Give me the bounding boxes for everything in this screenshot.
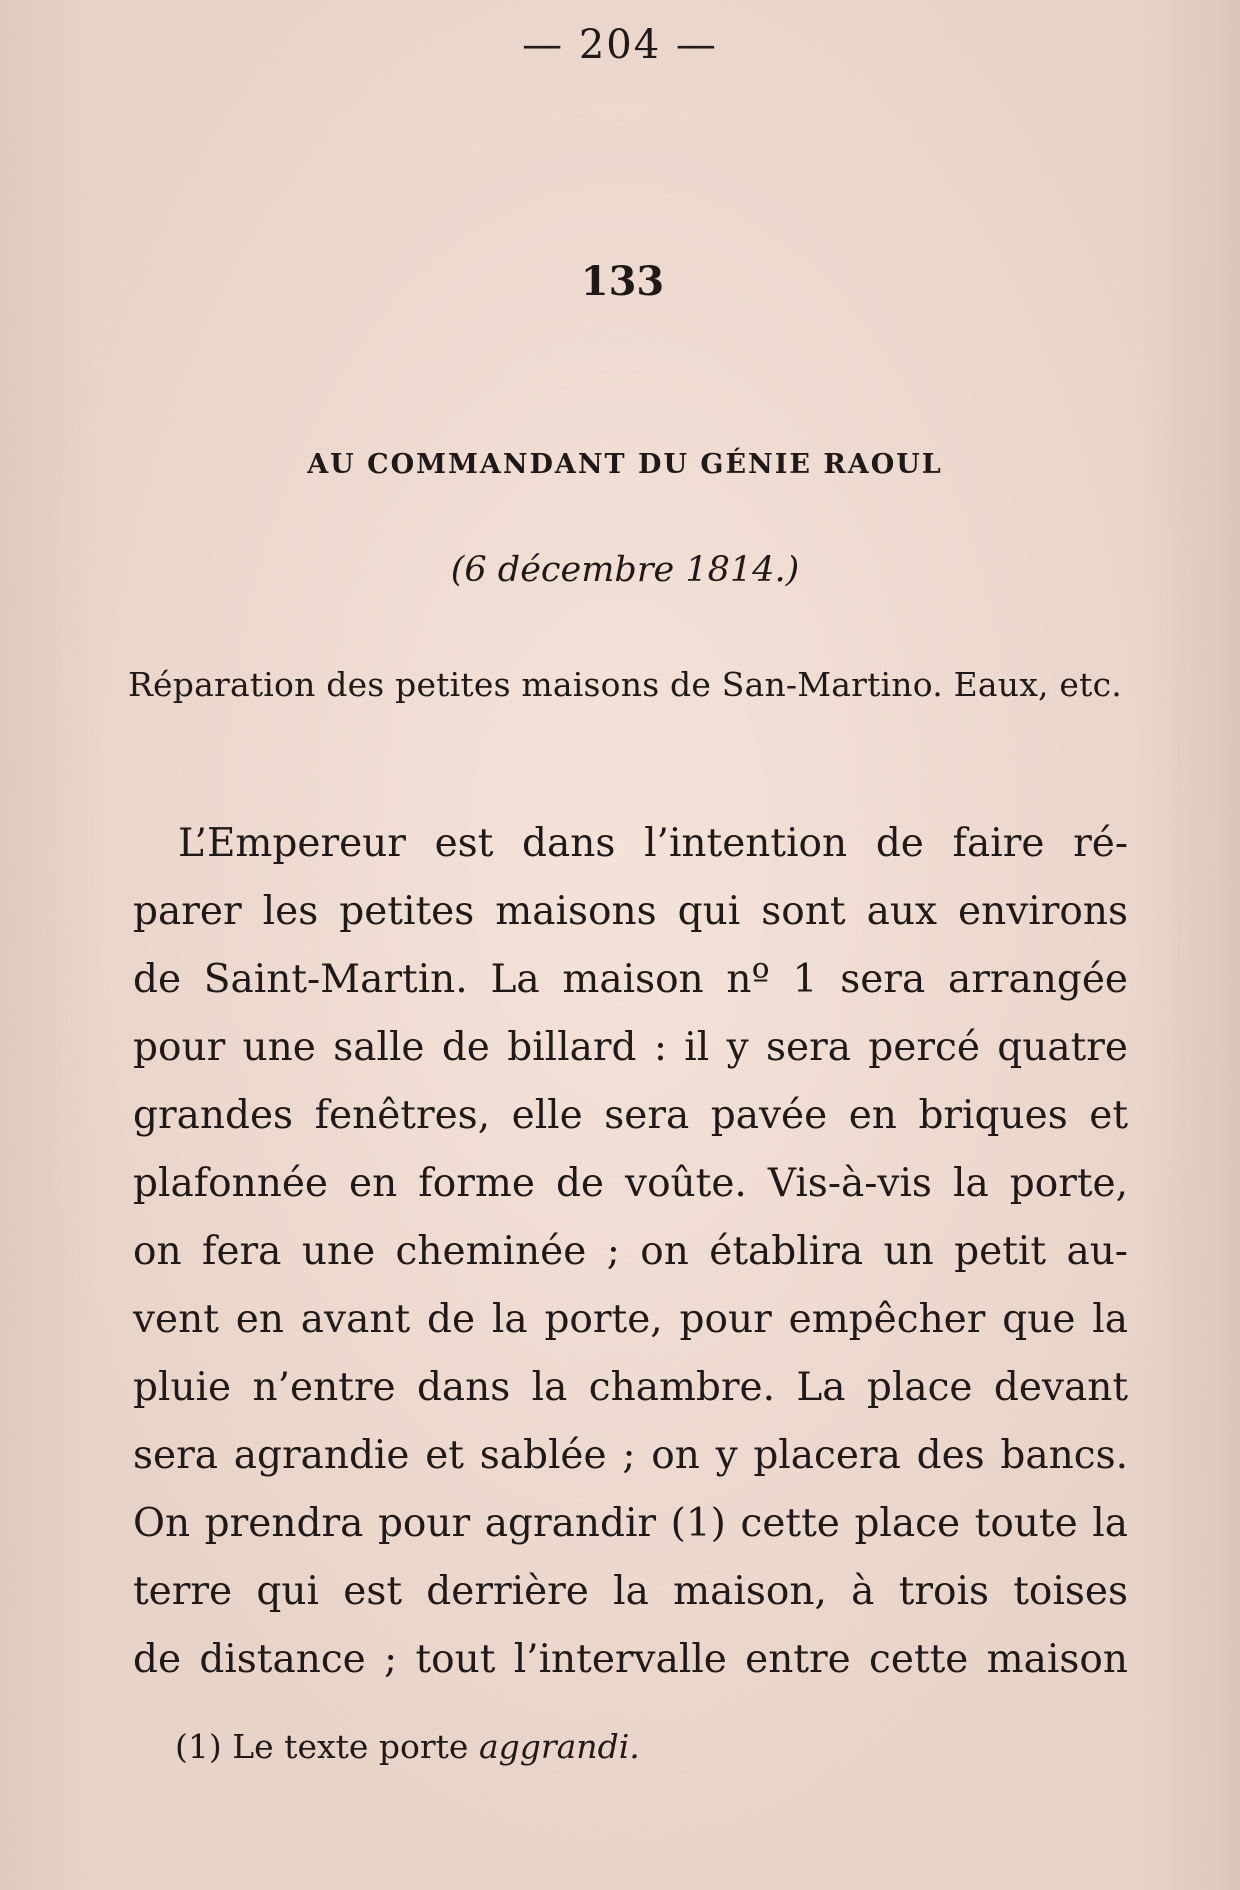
body-line: sera agrandie et sablée ; on y placera des bancs. bbox=[133, 1433, 1128, 1478]
body-line: on fera une cheminée ; on établira un petit au- bbox=[133, 1229, 1128, 1274]
footnote-emphasis: aggrandi. bbox=[478, 1727, 640, 1766]
body-line: plafonnée en forme de voûte. Vis-à-vis la porte, bbox=[133, 1161, 1128, 1206]
footnote-marker: (1) bbox=[175, 1727, 222, 1766]
letter-date: (6 décembre 1814.) bbox=[450, 550, 800, 590]
body-line: pluie n’entre dans la chambre. La place devant bbox=[133, 1365, 1128, 1410]
body-line: parer les petites maisons qui sont aux environs bbox=[133, 889, 1128, 934]
body-line: vent en avant de la porte, pour empêcher que la bbox=[133, 1297, 1128, 1342]
page-number: — 204 — bbox=[522, 22, 718, 68]
letter-recipient: AU COMMANDANT DU GÉNIE RAOUL bbox=[307, 449, 943, 480]
body-line: grandes fenêtres, elle sera pavée en briques et bbox=[133, 1093, 1128, 1138]
body-line: On prendra pour agrandir (1) cette place toute la bbox=[133, 1501, 1128, 1546]
footnote bbox=[175, 1727, 1075, 1766]
footnote-text: Le texte porte bbox=[232, 1727, 469, 1766]
body-line: de Saint-Martin. La maison nº 1 sera arrangée bbox=[133, 957, 1128, 1002]
letter-body bbox=[133, 810, 1128, 1694]
body-line: terre qui est derrière la maison, à trois toises bbox=[133, 1569, 1128, 1614]
letter-summary: Réparation des petites maisons de San-Martino. Eaux, etc. bbox=[128, 665, 1122, 704]
body-line: L’Empereur est dans l’intention de faire ré- bbox=[178, 821, 1128, 866]
body-line: de distance ; tout l’intervalle entre cette maison bbox=[133, 1637, 1128, 1682]
body-line: pour une salle de billard : il y sera percé quatre bbox=[133, 1025, 1128, 1070]
letter-number: 133 bbox=[580, 258, 665, 305]
